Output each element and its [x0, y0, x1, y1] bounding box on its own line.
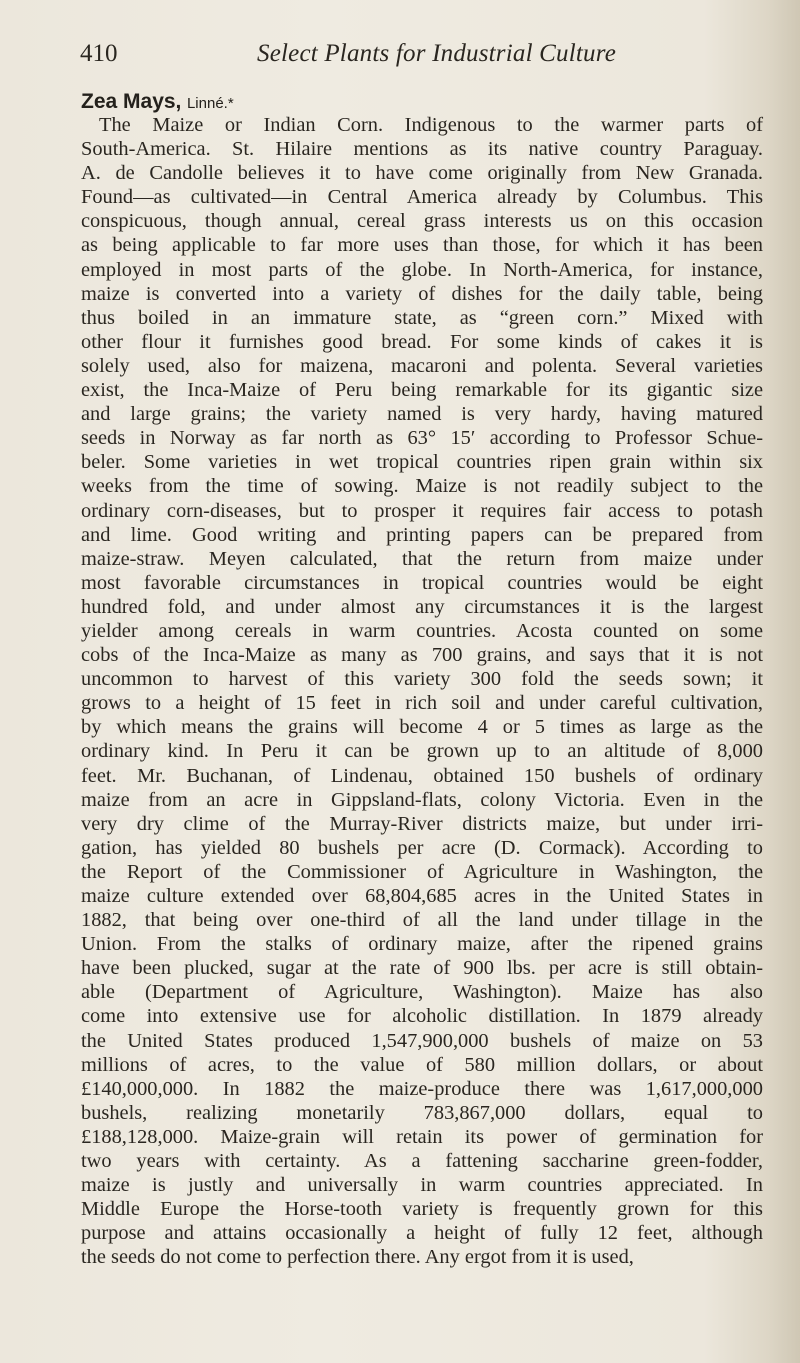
text-line: come into extensive use for alcoholic distillation. In 1879 already: [81, 1005, 763, 1028]
text-line: Union. From the stalks of ordinary maize, after the ripened grains: [81, 933, 763, 956]
text-line: hundred fold, and under almost any circumstances it is the largest: [81, 595, 763, 618]
text-line: and large grains; the variety named is very hardy, having matured: [81, 403, 763, 426]
text-line: solely used, also for maizena, macaroni and polenta. Several varieties: [81, 354, 763, 377]
running-title: Select Plants for Industrial Culture: [257, 40, 617, 67]
text-line: South-America. St. Hilaire mentions as its native country Paraguay.: [81, 138, 763, 161]
page-header: [80, 40, 780, 80]
entry-heading: [81, 90, 234, 114]
text-line: uncommon to harvest of this variety 300 fold the seeds sown; it: [81, 668, 763, 691]
text-line: the Report of the Commissioner of Agriculture in Washington, the: [81, 860, 763, 883]
species-author: Linné.*: [186, 95, 234, 112]
text-line: 1882, that being over one-third of all the land under tillage in the: [81, 909, 763, 932]
body-text: [81, 113, 763, 1270]
text-line: A. de Candolle believes it to have come originally from New Granada.: [81, 162, 763, 185]
text-line: employed in most parts of the globe. In North-America, for instance,: [81, 258, 763, 281]
text-line: purpose and attains occasionally a height of fully 12 feet, although: [81, 1222, 763, 1245]
text-line: bushels, realizing monetarily 783,867,000 dollars, equal to: [81, 1101, 763, 1124]
text-line: exist, the Inca-Maize of Peru being remarkable for its gigantic size: [81, 379, 763, 402]
text-line: maize culture extended over 68,804,685 acres in the United States in: [81, 885, 763, 907]
page-number: 410: [80, 40, 118, 67]
text-line: £140,000,000. In 1882 the maize-produce there was 1,617,000,000: [81, 1077, 763, 1100]
text-line: seeds in Norway as far north as 63° 15′ according to Professor Schue-: [81, 427, 763, 450]
text-line: ordinary kind. In Peru it can be grown up to an altitude of 8,000: [81, 740, 763, 763]
species-name: Zea Mays,: [81, 90, 182, 113]
text-line: conspicuous, though annual, cereal grass interests us on this occasion: [81, 210, 763, 233]
text-line: maize is converted into a variety of dishes for the daily table, being: [81, 282, 763, 305]
text-line: other flour it furnishes good bread. For some kinds of cakes it is: [81, 330, 763, 353]
text-line: have been plucked, sugar at the rate of 900 lbs. per acre is still obtain-: [81, 957, 763, 980]
text-line: the United States produced 1,547,900,000 bushels of maize on 53: [81, 1029, 763, 1052]
text-line: very dry clime of the Murray-River districts maize, but under irri-: [81, 812, 763, 835]
text-line: feet. Mr. Buchanan, of Lindenau, obtained 150 bushels of ordinary: [81, 764, 763, 787]
text-line: The Maize or Indian Corn. Indigenous to the warmer parts of: [99, 114, 763, 136]
text-line: beler. Some varieties in wet tropical countries ripen grain within six: [81, 451, 763, 474]
text-line: thus boiled in an immature state, as “green corn.” Mixed with: [81, 306, 763, 329]
text-line: maize is justly and universally in warm countries appreciated. In: [81, 1174, 763, 1197]
text-line: maize from an acre in Gippsland-flats, colony Victoria. Even in the: [81, 788, 763, 811]
text-line: able (Department of Agriculture, Washington). Maize has also: [81, 981, 763, 1004]
text-line: millions of acres, to the value of 580 million dollars, or about: [81, 1053, 763, 1076]
text-line: yielder among cereals in warm countries. Acosta counted on some: [81, 619, 763, 642]
text-line: cobs of the Inca-Maize as many as 700 grains, and says that it is not: [81, 644, 763, 667]
text-line: most favorable circumstances in tropical countries would be eight: [81, 571, 763, 594]
text-line: by which means the grains will become 4 or 5 times as large as the: [81, 716, 763, 739]
text-line: £188,128,000. Maize-grain will retain its power of germination for: [81, 1125, 763, 1148]
text-line: two years with certainty. As a fattening saccharine green-fodder,: [81, 1150, 763, 1173]
text-line: the seeds do not come to perfection there. Any ergot from it is used,: [81, 1246, 634, 1269]
text-line: and lime. Good writing and printing papers can be prepared from: [81, 523, 763, 546]
text-line: Middle Europe the Horse-tooth variety is frequently grown for this: [81, 1198, 763, 1221]
text-line: maize-straw. Meyen calculated, that the return from maize under: [81, 547, 763, 570]
text-line: ordinary corn-diseases, but to prosper it requires fair access to potash: [81, 499, 763, 522]
text-line: as being applicable to far more uses than those, for which it has been: [81, 234, 763, 257]
text-line: grows to a height of 15 feet in rich soil and under careful cultivation,: [81, 692, 763, 715]
text-line: gation, has yielded 80 bushels per acre (D. Cormack). According to: [81, 836, 763, 859]
text-line: Found—as cultivated—in Central America already by Columbus. This: [81, 186, 763, 209]
text-line: weeks from the time of sowing. Maize is not readily subject to the: [81, 475, 763, 498]
